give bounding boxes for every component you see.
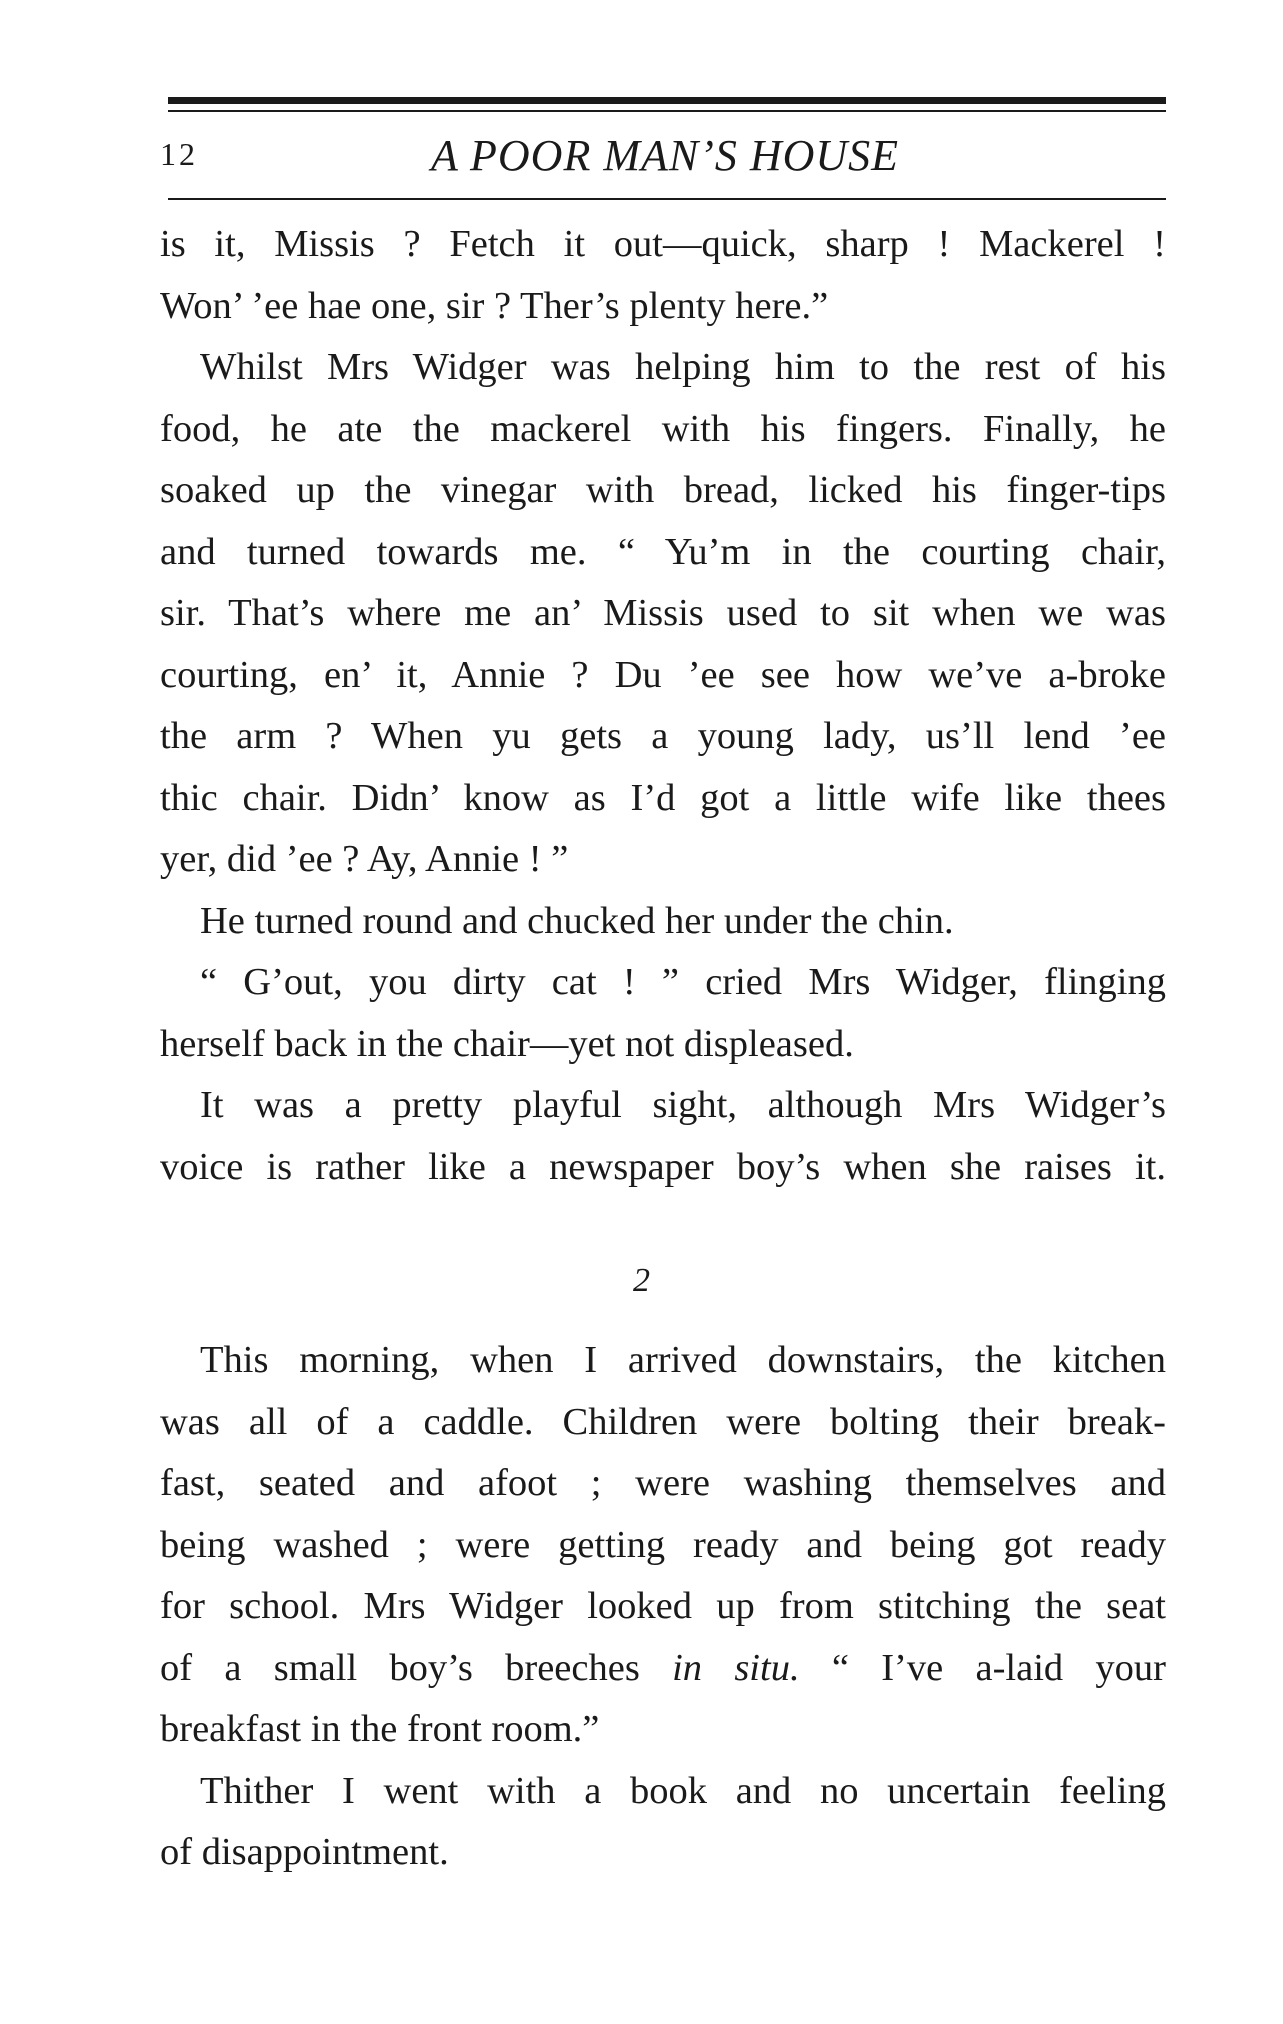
paragraph [160,1014,1166,1076]
text-line: yer, did ’ee ? Ay, Annie ! ” [160,838,569,880]
paragraph [160,1137,1166,1199]
paragraph [160,276,1166,338]
paragraph [160,1392,1166,1454]
text-line: for school. Mrs Widger looked up from stitching the seat [160,1585,1166,1627]
paragraph [160,1330,1166,1392]
text-line: breakfast in the front room.” [160,1708,600,1750]
text-segment: of a small boy’s breeches [160,1646,673,1689]
paragraph [160,1576,1166,1638]
paragraph [160,829,1166,891]
text-line: and turned towards me. “ Yu’m in the courting chair, [160,530,1166,573]
text-line: food, he ate the mackerel with his fingers. Finally, he [160,407,1166,450]
page-number: 12 [160,136,198,172]
section-one-text [160,214,1166,1198]
header-rule-thin [168,110,1166,112]
text-line: He turned round and chucked her under the chin. [200,899,954,942]
text-line: Thither I went with a book and no uncertain feeling [200,1769,1166,1812]
text-line: sir. That’s where me an’ Missis used to sit when we was [160,592,1166,634]
text-line: Whilst Mrs Widger was helping him to the rest of his [200,346,1166,388]
paragraph [160,214,1166,276]
text-line: fast, seated and afoot ; were washing themselves and [160,1462,1166,1504]
header-rule-under [168,198,1166,200]
italic-phrase: in situ. [672,1646,800,1689]
text-line: being washed ; were getting ready and being got ready [160,1523,1166,1566]
page-header [160,130,1170,186]
paragraph [160,1699,1166,1761]
text-line: the arm ? When yu gets a young lady, us’ll lend ’ee [160,715,1166,757]
paragraph [160,337,1166,399]
paragraph [160,645,1166,707]
paragraph [160,522,1166,584]
paragraph [160,891,1166,953]
paragraph [160,1638,1166,1700]
text-line: was all of a caddle. Children were bolting their break- [160,1400,1166,1443]
text-line: thic chair. Didn’ know as I’d got a little wife like thees [160,776,1166,819]
paragraph [160,1761,1166,1823]
text-line: herself back in the chair—yet not displeased. [160,1022,854,1065]
section-number: 2 [633,1262,650,1299]
text-line: This morning, when I arrived downstairs, the kitchen [200,1339,1166,1381]
paragraph [160,1453,1166,1515]
paragraph [160,583,1166,645]
text-line: Won’ ’ee hae one, sir ? Ther’s plenty here.” [160,284,829,327]
paragraph [160,460,1166,522]
text-line: soaked up the vinegar with bread, licked his finger-tips [160,469,1166,511]
text-line: voice is rather like a newspaper boy’s when she raises it. [160,1145,1166,1188]
paragraph [160,952,1166,1014]
running-title: A POOR MAN’S HOUSE [430,131,900,180]
header-rule-thick [168,97,1166,104]
text-line: It was a pretty playful sight, although Mrs Widger’s [200,1084,1166,1126]
paragraph [160,1822,1166,1884]
text-line: is it, Missis ? Fetch it out—quick, sharp ! Mackerel ! [160,223,1166,265]
paragraph [160,1515,1166,1577]
section-two-text [160,1330,1166,1884]
text-line: of disappointment. [160,1831,449,1873]
text-line [160,1638,1166,1700]
paragraph [160,1075,1166,1137]
text-line: courting, en’ it, Annie ? Du ’ee see how we’ve a-broke [160,653,1166,696]
paragraph [160,768,1166,830]
text-line: “ G’out, you dirty cat ! ” cried Mrs Widger, flinging [200,961,1166,1003]
text-segment: “ I’ve a-laid your [799,1646,1167,1689]
paragraph [160,706,1166,768]
paragraph [160,399,1166,461]
